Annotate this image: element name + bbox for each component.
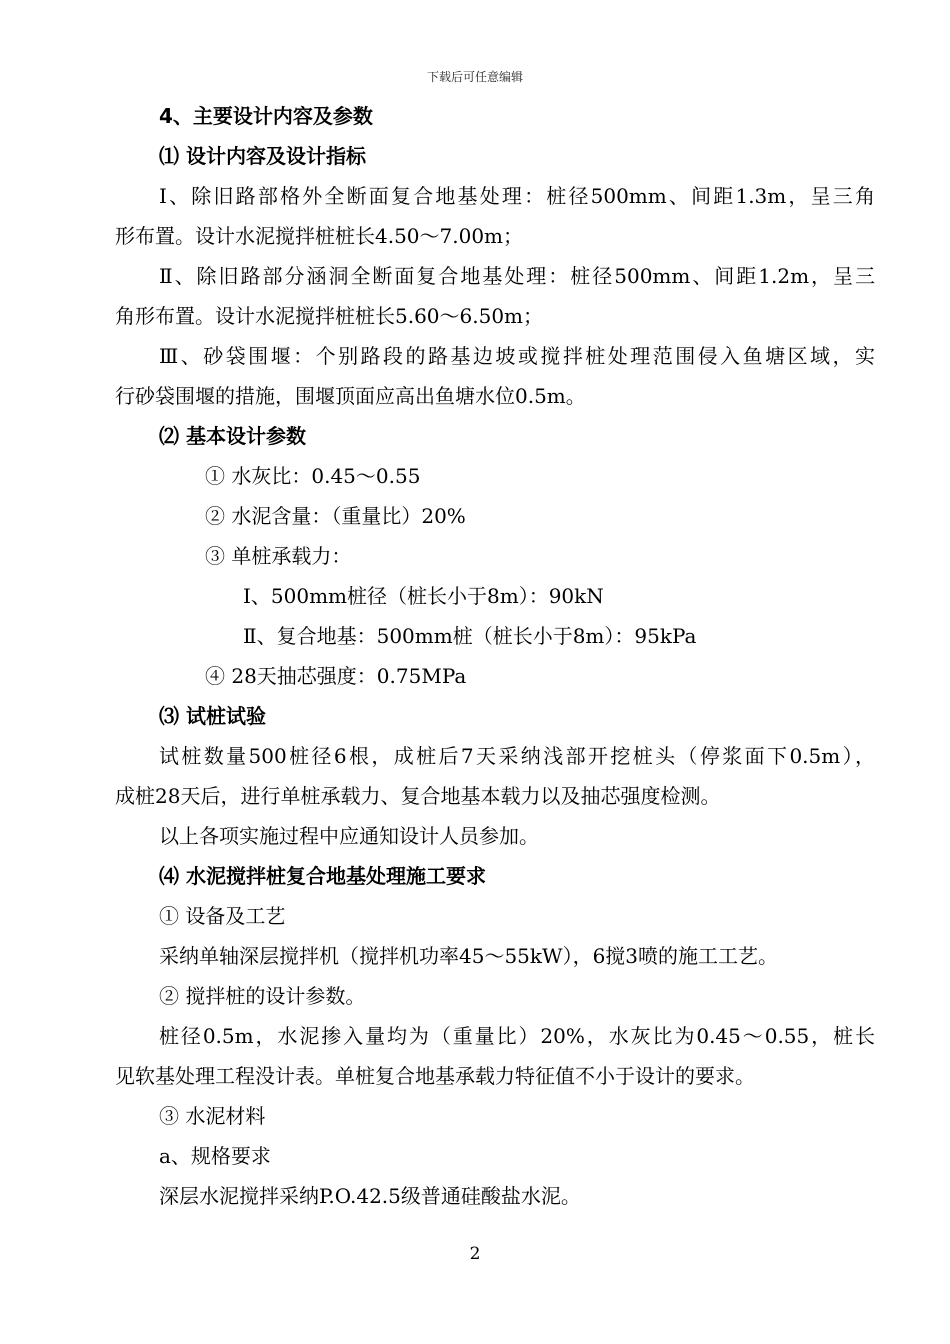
subsection-title-1: ⑴ 设计内容及设计指标 [159, 144, 366, 168]
section-title: 4、主要设计内容及参数 [159, 104, 373, 128]
list-item: ③ 单桩承载力： [205, 544, 352, 568]
list-subitem: a、规格要求 [159, 1144, 271, 1168]
list-item: ③ 水泥材料 [159, 1104, 266, 1128]
paragraph-line: 以上各项实施过程中应通知设计人员参加。 [159, 824, 539, 848]
paragraph-line: Ⅱ、除旧路部分涵洞全断面复合地基处理：桩径500mm、间距1.2m，呈三 [159, 264, 875, 288]
paragraph-line: 成桩28天后，进行单桩承载力、复合地基本载力以及抽芯强度检测。 [115, 784, 721, 808]
list-item: ① 水灰比：0.45～0.55 [205, 464, 421, 488]
paragraph-line: 形布置。设计水泥搅拌桩桩长4.50～7.00m； [115, 224, 524, 248]
page-header: 下载后可任意编辑 [426, 70, 523, 84]
paragraph-line: 角形布置。设计水泥搅拌桩桩长5.60～6.50m； [115, 304, 544, 328]
list-subitem: Ⅱ、复合地基：500mm桩（桩长小于8m）：95kPa [243, 624, 697, 648]
paragraph-line: 见软基处理工程没计表。单桩复合地基承载力特征值不小于设计的要求。 [115, 1064, 755, 1088]
paragraph-line: 试桩数量500桩径6根，成桩后7天采纳浅部开挖桩头（停浆面下0.5m）， [159, 744, 875, 768]
paragraph-line: Ⅲ、砂袋围堰：个别路段的路基边坡或搅拌桩处理范围侵入鱼塘区域，实 [159, 344, 875, 368]
paragraph-line: 桩径0.5m，水泥掺入量均为（重量比）20%，水灰比为0.45～0.55，桩长 [159, 1024, 875, 1048]
subsection-title-4: ⑷ 水泥搅拌桩复合地基处理施工要求 [159, 864, 486, 888]
list-item: ② 水泥含量：（重量比）20% [205, 504, 466, 528]
paragraph-line: 采纳单轴深层搅拌机（搅拌机功率45～55kW），6搅3喷的施工工艺。 [159, 944, 779, 968]
list-item: ② 搅拌桩的设计参数。 [159, 984, 366, 1008]
subsection-title-3: ⑶ 试桩试验 [159, 704, 266, 728]
subsection-title-2: ⑵ 基本设计参数 [159, 424, 306, 448]
page-number: 2 [469, 1244, 481, 1264]
list-item: ① 设备及工艺 [159, 904, 286, 928]
paragraph-line: Ⅰ、除旧路部格外全断面复合地基处理：桩径500mm、间距1.3m，呈三角 [159, 184, 875, 208]
list-subitem: Ⅰ、500mm桩径（桩长小于8m）：90kN [243, 584, 604, 608]
paragraph-line: 行砂袋围堰的措施，围堰顶面应高出鱼塘水位0.5m。 [115, 384, 586, 408]
paragraph-line: 深层水泥搅拌采纳P.O.42.5级普通硅酸盐水泥。 [159, 1184, 581, 1208]
list-item: ④ 28天抽芯强度：0.75MPa [205, 664, 467, 688]
